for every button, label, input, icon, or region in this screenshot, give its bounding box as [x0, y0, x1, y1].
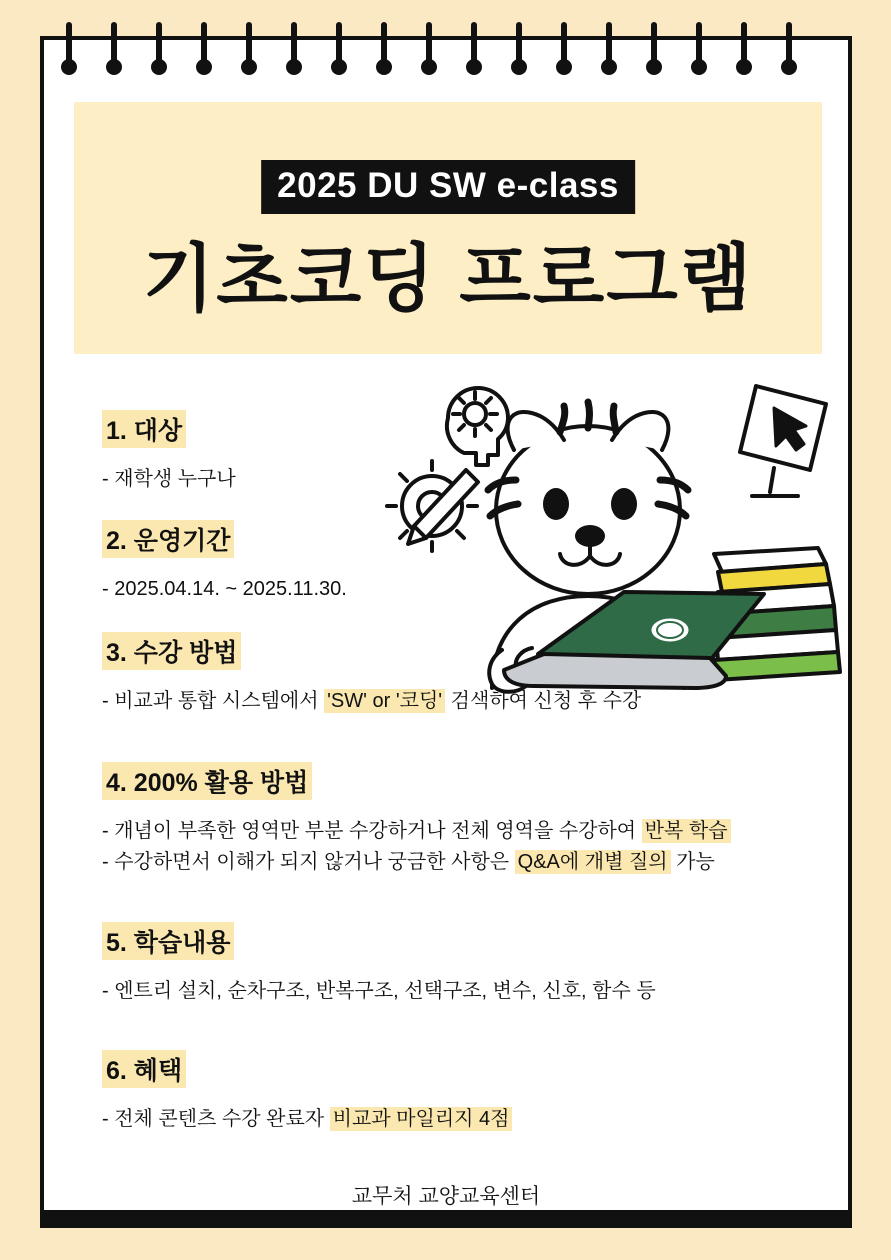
- section-benefits: [102, 1050, 512, 1135]
- spiral-ring: [201, 22, 207, 66]
- spiral-ring: [381, 22, 387, 66]
- section-how-to-enroll: [102, 632, 641, 717]
- spiral-ring: [246, 22, 252, 66]
- spiral-ring: [156, 22, 162, 66]
- line-highlight: Q&A에 개별 질의: [515, 850, 671, 874]
- spiral-ring: [651, 22, 657, 66]
- badge-title: 2025 DU SW e-class: [261, 160, 635, 214]
- spiral-ring: [471, 22, 477, 66]
- poster-page: [40, 36, 852, 1228]
- spiral-binding: [40, 22, 852, 92]
- spiral-ring: [561, 22, 567, 66]
- spiral-ring: [291, 22, 297, 66]
- spiral-ring: [786, 22, 792, 66]
- section-body: [102, 686, 641, 717]
- line-text: - 재학생 누구나: [102, 468, 236, 490]
- section-usage-tips: [102, 762, 731, 878]
- header-block: [74, 102, 822, 354]
- section-heading: 2. 운영기간: [102, 520, 234, 558]
- line-suffix: 검색하여 신청 후 수강: [445, 690, 642, 712]
- section-curriculum: [102, 922, 656, 1007]
- spiral-ring: [426, 22, 432, 66]
- line-text: - 개념이 부족한 영역만 부분 수강하거나 전체 영역을 수강하여: [102, 820, 642, 842]
- pencil-gear-icon: [387, 461, 478, 551]
- line-highlight: 비교과 마일리지 4점: [330, 1107, 513, 1131]
- section-body: [102, 1104, 512, 1135]
- section-heading: 5. 학습내용: [102, 922, 234, 960]
- line-highlight: 반복 학습: [642, 819, 731, 843]
- section-body: [102, 816, 731, 878]
- section-heading: 6. 혜택: [102, 1050, 186, 1088]
- body-line: [102, 816, 731, 847]
- section-period: [102, 520, 347, 605]
- spiral-ring: [606, 22, 612, 66]
- line-text: - 2025.04.14. ~ 2025.11.30.: [102, 578, 347, 600]
- section-body: [102, 464, 236, 495]
- spiral-ring: [696, 22, 702, 66]
- section-heading: 4. 200% 활용 방법: [102, 762, 312, 800]
- section-heading: 3. 수강 방법: [102, 632, 241, 670]
- section-target: [102, 410, 236, 495]
- footer-organization: 교무처 교양교육센터: [351, 1185, 541, 1208]
- spiral-ring: [66, 22, 72, 66]
- section-heading: 1. 대상: [102, 410, 186, 448]
- gear-head-icon: [447, 388, 508, 465]
- poster-bottom-bar: [40, 1210, 852, 1228]
- line-text: - 엔트리 설치, 순차구조, 반복구조, 선택구조, 변수, 신호, 함수 등: [102, 980, 656, 1002]
- line-highlight: 'SW' or '코딩': [324, 689, 445, 713]
- spiral-ring: [516, 22, 522, 66]
- body-line: [102, 847, 731, 878]
- line-text: - 수강하면서 이해가 되지 않거나 궁금한 사항은: [102, 851, 515, 873]
- line-text: - 전체 콘텐츠 수강 완료자: [102, 1108, 330, 1130]
- spiral-ring: [741, 22, 747, 66]
- spiral-ring: [336, 22, 342, 66]
- line-text: - 비교과 통합 시스템에서: [102, 690, 325, 712]
- spiral-ring: [111, 22, 117, 66]
- section-body: [102, 574, 347, 605]
- monitor-cursor-icon: [740, 386, 826, 496]
- page-title: 기초코딩 프로그램: [142, 237, 754, 320]
- section-body: [102, 976, 656, 1007]
- line-suffix: 가능: [670, 851, 715, 873]
